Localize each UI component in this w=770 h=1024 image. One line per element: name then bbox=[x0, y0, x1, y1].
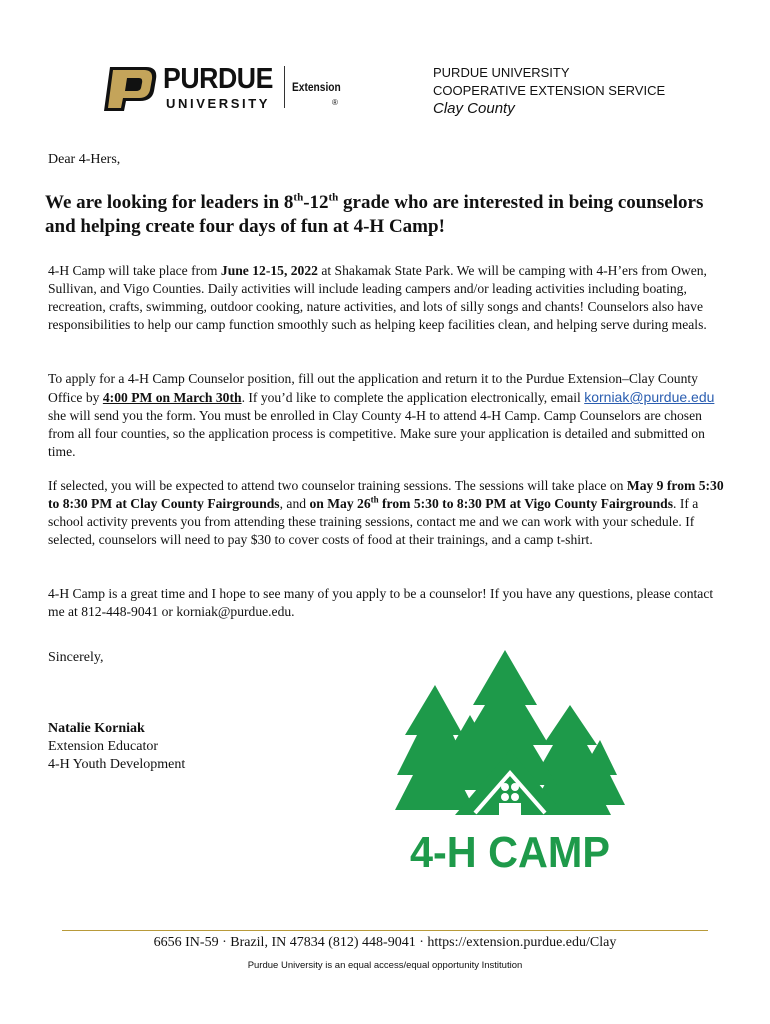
signature-block bbox=[48, 720, 185, 774]
footer-divider bbox=[62, 930, 708, 931]
paragraph-training: If selected, you will be expected to attend two counselor training sessions. The sessions will take place on May 9 from 5:30 to 8:30 PM at Clay County Fairgrounds, and on May 26th from 5:30 to 8:30 PM at Vigo County Fairgrounds. If a school activity prevents you from attending these training sessions, contact me and we can work with your schedule. If selected, counselors will need to pay $30 to cover costs of food at their trainings, and a camp t-shirt. bbox=[48, 478, 724, 547]
county-name: Clay County bbox=[433, 100, 515, 117]
office-heading bbox=[433, 64, 665, 118]
logo-registered-mark: ® bbox=[332, 98, 338, 107]
footer-address: 6656 IN-59 · Brazil, IN 47834 (812) 448-9041 · https://extension.purdue.edu/Clay bbox=[153, 935, 617, 950]
signer-title-1: Extension Educator bbox=[48, 739, 159, 754]
footer-equal-opportunity: Purdue University is an equal access/equal opportunity Institution bbox=[247, 960, 523, 971]
org-line-2: COOPERATIVE EXTENSION SERVICE bbox=[433, 83, 666, 98]
camp-logo-text: 4-H CAMP bbox=[410, 828, 610, 875]
4h-camp-logo bbox=[395, 645, 625, 875]
email-link[interactable]: korniak@purdue.edu bbox=[584, 389, 715, 405]
headline: We are looking for leaders in 8th-12th grade who are interested in being counselors and helping create four days of fun at 4-H Camp! bbox=[45, 191, 704, 237]
logo-extension-word: Extension bbox=[292, 80, 341, 94]
logo-university-word: UNIVERSITY bbox=[166, 96, 271, 111]
paragraph-application: To apply for a 4-H Camp Counselor position, fill out the application and return it to the Purdue Extension–Clay County Office by 4:00 PM on March 30th. If you’d like to complete the application electronically, email korniak@purdue.edu she will send you the form. You must be enrolled in Clay County 4-H to attend 4-H Camp. Camp Counselors are chosen from all four counties, so the application process is competitive. Make sure your application is detailed and submitted on time. bbox=[48, 371, 715, 459]
purdue-extension-logo bbox=[100, 62, 340, 116]
logo-purdue-word: PURDUE bbox=[163, 63, 273, 95]
closing: Sincerely, bbox=[48, 650, 104, 665]
signer-name: Natalie Korniak bbox=[48, 721, 145, 736]
greeting: Dear 4-Hers, bbox=[48, 152, 121, 167]
purdue-p-mark-icon bbox=[100, 65, 158, 113]
pine-trees-icon bbox=[395, 645, 625, 875]
paragraph-camp-dates: 4-H Camp will take place from June 12-15, 2022 at Shakamak State Park. We will be camping with 4-H’ers from Owen, Sullivan, and Vigo Counties. Daily activities will include leading campers and/or leading activities including boating, recreation, crafts, swimming, outdoor cooking, nature activities, and lots of silly songs and chants! Counselors also have responsibilities to help our camp function smoothly such as helping keep facilities clean, and helping serve during meals. bbox=[48, 263, 707, 332]
paragraph-closing-note: 4-H Camp is a great time and I hope to see many of you apply to be a counselor! If you have any questions, please contact me at 812-448-9041 or korniak@purdue.edu. bbox=[48, 586, 714, 619]
signer-title-2: 4-H Youth Development bbox=[48, 757, 186, 772]
org-line-1: PURDUE UNIVERSITY bbox=[433, 65, 570, 80]
logo-divider bbox=[284, 66, 285, 108]
